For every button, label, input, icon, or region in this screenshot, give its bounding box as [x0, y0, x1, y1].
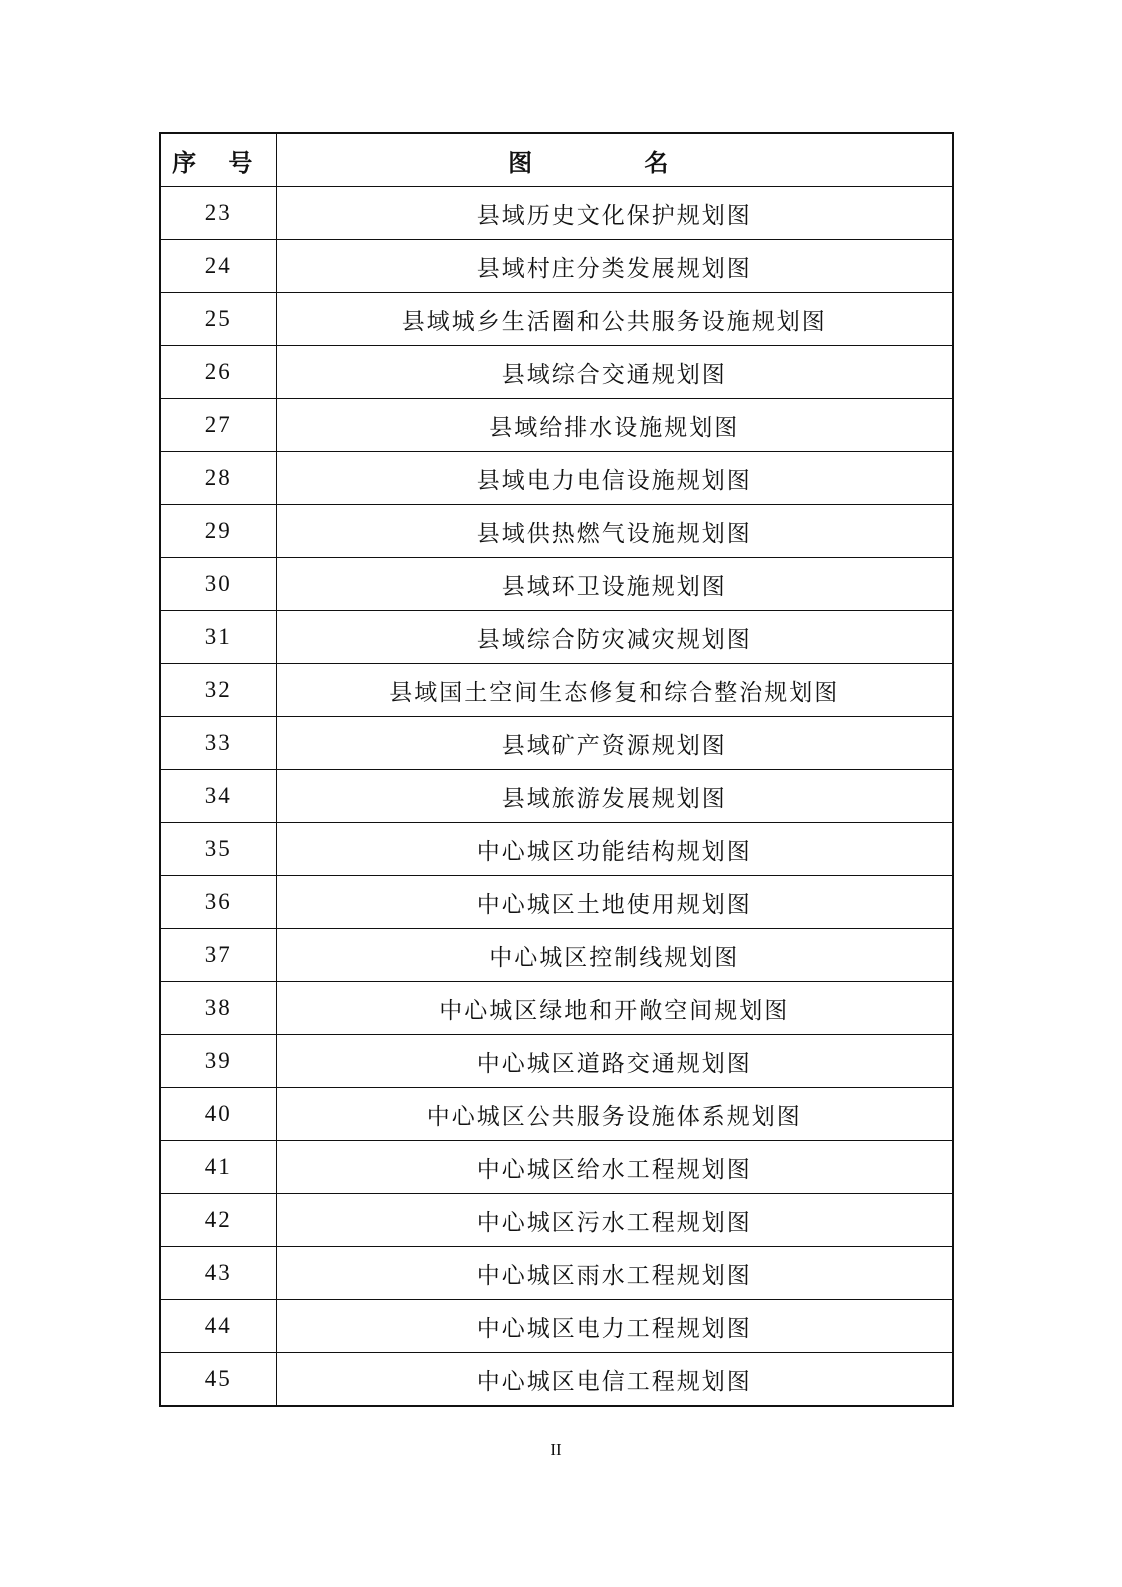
row-number: 35 [160, 823, 276, 876]
table-row [160, 770, 953, 823]
row-number: 45 [160, 1353, 276, 1407]
drawing-name: 县域综合交通规划图 [276, 346, 953, 399]
drawing-name: 县域综合防灾减灾规划图 [276, 611, 953, 664]
row-number: 43 [160, 1247, 276, 1300]
table-row [160, 187, 953, 240]
table-row [160, 1141, 953, 1194]
row-number: 38 [160, 982, 276, 1035]
table-row [160, 1035, 953, 1088]
drawing-name: 中心城区控制线规划图 [276, 929, 953, 982]
row-number: 28 [160, 452, 276, 505]
drawing-name: 中心城区电力工程规划图 [276, 1300, 953, 1353]
row-number: 32 [160, 664, 276, 717]
table-row [160, 1353, 953, 1407]
row-number: 37 [160, 929, 276, 982]
drawing-list-table [159, 132, 954, 1407]
table-row [160, 1194, 953, 1247]
row-number: 26 [160, 346, 276, 399]
drawing-name: 县域供热燃气设施规划图 [276, 505, 953, 558]
row-number: 29 [160, 505, 276, 558]
drawing-name: 县域给排水设施规划图 [276, 399, 953, 452]
table-row [160, 823, 953, 876]
row-number: 27 [160, 399, 276, 452]
row-number: 42 [160, 1194, 276, 1247]
column-header-name: 图 名 [276, 133, 953, 187]
drawing-name: 中心城区土地使用规划图 [276, 876, 953, 929]
drawing-name: 中心城区污水工程规划图 [276, 1194, 953, 1247]
row-number: 41 [160, 1141, 276, 1194]
row-number: 24 [160, 240, 276, 293]
drawing-name: 中心城区绿地和开敞空间规划图 [276, 982, 953, 1035]
drawing-name: 县域矿产资源规划图 [276, 717, 953, 770]
table-row [160, 452, 953, 505]
page-number: II [550, 1440, 562, 1459]
drawing-name: 中心城区雨水工程规划图 [276, 1247, 953, 1300]
table-row [160, 505, 953, 558]
row-number: 40 [160, 1088, 276, 1141]
row-number: 39 [160, 1035, 276, 1088]
drawing-name: 县域国土空间生态修复和综合整治规划图 [276, 664, 953, 717]
table-row [160, 982, 953, 1035]
table-row [160, 558, 953, 611]
table-header-row [160, 133, 953, 187]
table-row [160, 1088, 953, 1141]
row-number: 44 [160, 1300, 276, 1353]
table-row [160, 717, 953, 770]
row-number: 25 [160, 293, 276, 346]
drawing-name: 中心城区给水工程规划图 [276, 1141, 953, 1194]
drawing-name: 县域电力电信设施规划图 [276, 452, 953, 505]
table-row [160, 664, 953, 717]
row-number: 23 [160, 187, 276, 240]
drawing-name: 县域村庄分类发展规划图 [276, 240, 953, 293]
drawing-name: 县域旅游发展规划图 [276, 770, 953, 823]
table-row [160, 240, 953, 293]
table-row [160, 293, 953, 346]
row-number: 31 [160, 611, 276, 664]
drawing-name: 中心城区公共服务设施体系规划图 [276, 1088, 953, 1141]
table-row [160, 399, 953, 452]
drawing-name: 中心城区功能结构规划图 [276, 823, 953, 876]
table-row [160, 1247, 953, 1300]
row-number: 33 [160, 717, 276, 770]
row-number: 34 [160, 770, 276, 823]
table-row [160, 611, 953, 664]
drawing-name: 县域城乡生活圈和公共服务设施规划图 [276, 293, 953, 346]
table-row [160, 876, 953, 929]
table-row [160, 346, 953, 399]
table-row [160, 1300, 953, 1353]
table-row [160, 929, 953, 982]
drawing-name: 中心城区电信工程规划图 [276, 1353, 953, 1407]
drawing-name: 县域环卫设施规划图 [276, 558, 953, 611]
row-number: 36 [160, 876, 276, 929]
drawing-name: 中心城区道路交通规划图 [276, 1035, 953, 1088]
table-body [160, 187, 953, 1407]
row-number: 30 [160, 558, 276, 611]
drawing-name: 县域历史文化保护规划图 [276, 187, 953, 240]
column-header-number: 序 号 [160, 133, 276, 187]
